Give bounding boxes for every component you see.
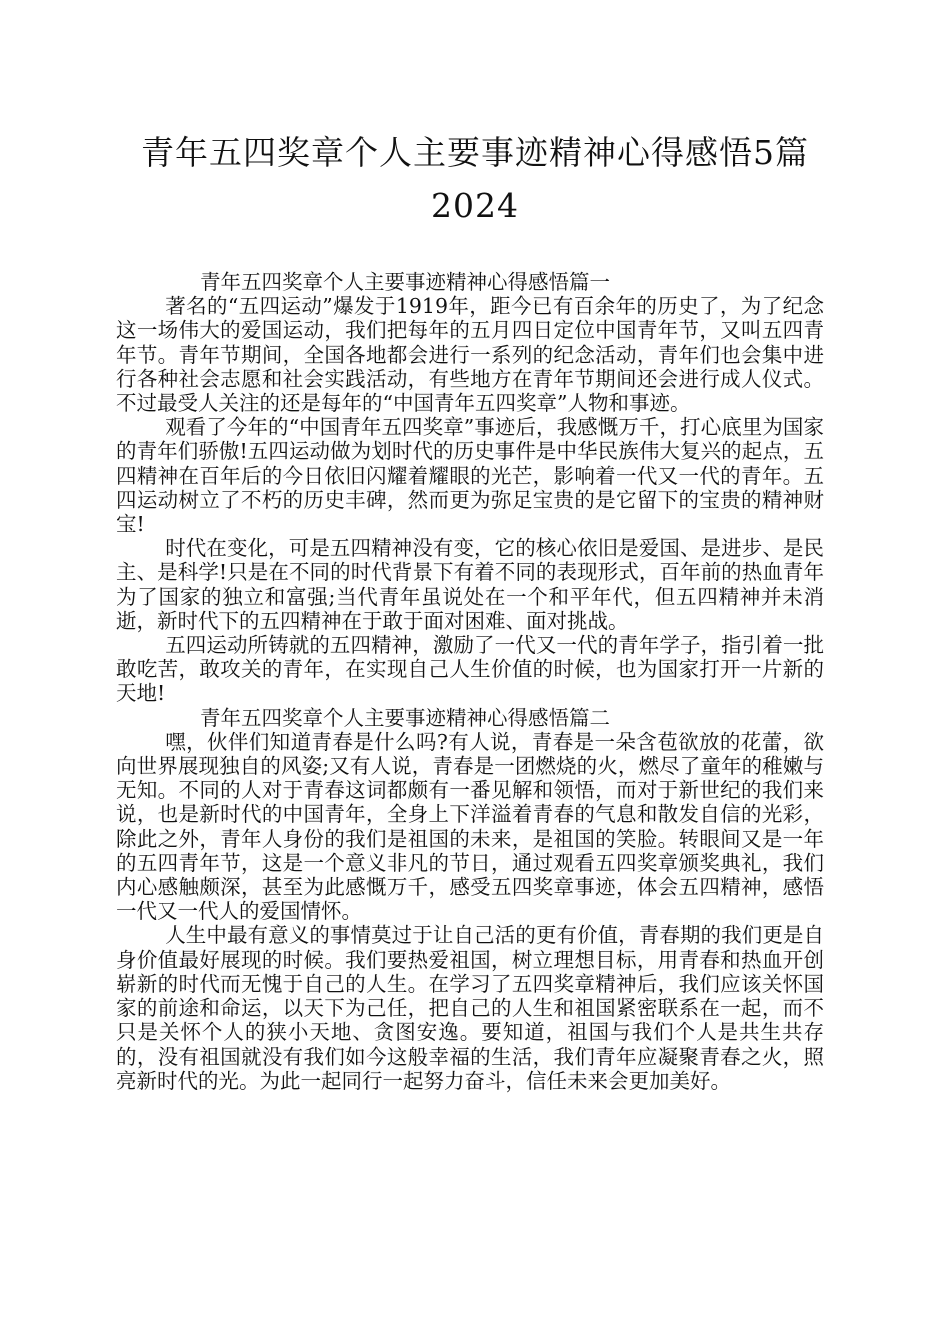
body-paragraph: 观看了今年的“中国青年五四奖章”事迹后，我感慨万千，打心底里为国家的青年们骄傲!五四运动做为划时代的历史事件是中华民族伟大复兴的起点，五四精神在百年后的今日依旧闪耀着耀眼的光芒，影响着一代又一代的青年。五四运动树立了不朽的历史丰碑，然而更为弥足宝贵的是它留下的宝贵的精神财宝! xyxy=(116,415,824,537)
document-body xyxy=(116,270,824,1093)
body-paragraph: 嘿，伙伴们知道青春是什么吗?有人说，青春是一朵含苞欲放的花蕾，欲向世界展现独自的风姿;又有人说，青春是一团燃烧的火，燃尽了童年的稚嫩与无知。不同的人对于青春这词都颇有一番见解和领悟，而对于新世纪的我们来说，也是新时代的中国青年，全身上下洋溢着青春的气息和散发自信的光彩，除此之外，青年人身份的我们是祖国的未来，是祖国的笑脸。转眼间又是一年的五四青年节，这是一个意义非凡的节日，通过观看五四奖章颁奖典礼，我们内心感触颇深，甚至为此感慨万千，感受五四奖章事迹，体会五四精神，感悟一代又一代人的爱国情怀。 xyxy=(116,729,824,924)
document-title: 青年五四奖章个人主要事迹精神心得感悟5篇2024 xyxy=(141,133,809,225)
body-paragraph: 著名的“五四运动”爆发于1919年，距今已有百余年的历史了，为了纪念这一场伟大的爱国运动，我们把每年的五月四日定位中国青年节，又叫五四青年节。青年节期间，全国各地都会进行一系列的纪念活动，青年们也会集中进行各种社会志愿和社会实践活动，有些地方在青年节期间还会进行成人仪式。不过最受人关注的还是每年的“中国青年五四奖章”人物和事迹。 xyxy=(116,294,824,416)
body-paragraph: 时代在变化，可是五四精神没有变，它的核心依旧是爱国、是进步、是民主、是科学!只是在不同的时代背景下有着不同的表现形式，百年前的热血青年为了国家的独立和富强;当代青年虽说处在一个和平年代，但五四精神并未消逝，新时代下的五四精神在于敢于面对困难、面对挑战。 xyxy=(116,536,824,633)
section-heading-2: 青年五四奖章个人主要事迹精神心得感悟篇二 xyxy=(200,705,611,730)
body-paragraph: 人生中最有意义的事情莫过于让自己活的更有价值，青春期的我们更是自身价值最好展现的时候。我们要热爱祖国，树立理想目标，用青春和热血开创崭新的时代而无愧于自己的人生。在学习了五四奖章精神后，我们应该关怀国家的前途和命运，以天下为己任，把自己的人生和祖国紧密联系在一起，而不只是关怀个人的狭小天地、贪图安逸。要知道，祖国与我们个人是共生共存的，没有祖国就没有我们如今这般幸福的生活，我们青年应凝聚青春之火，照亮新时代的光。为此一起同行一起努力奋斗，信任未来会更加美好。 xyxy=(116,923,824,1093)
section-heading-1: 青年五四奖章个人主要事迹精神心得感悟篇一 xyxy=(200,270,611,294)
body-paragraph: 五四运动所铸就的五四精神，激励了一代又一代的青年学子，指引着一批敢吃苦，敢攻关的青年，在实现自己人生价值的时候，也为国家打开一片新的天地! xyxy=(116,633,824,706)
